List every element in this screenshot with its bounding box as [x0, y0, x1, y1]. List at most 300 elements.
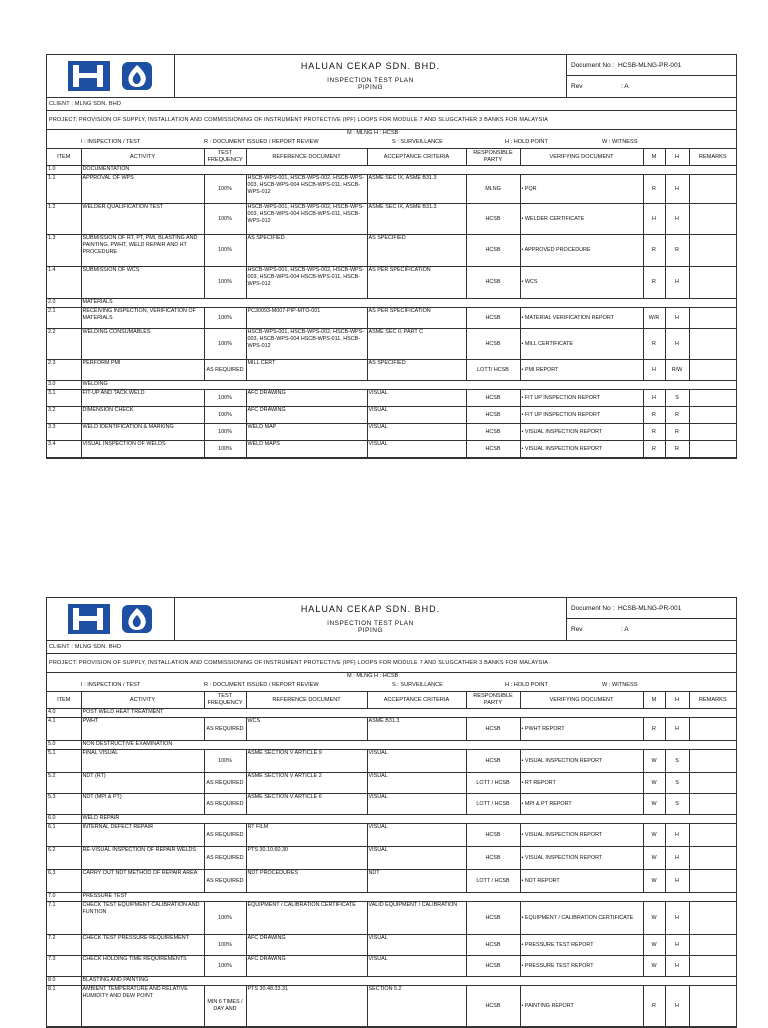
cell-acc: VISUAL — [367, 956, 466, 977]
cell-verify: • WCS — [520, 267, 643, 299]
client-line: CLIENT : MLNG SDN. BHD — [47, 641, 736, 654]
cell-acc: VISUAL — [367, 390, 466, 407]
cell-m: R — [643, 986, 665, 1027]
col-m: M — [643, 149, 665, 166]
cell-item: 5.2 — [47, 773, 81, 794]
cell-m: W — [643, 847, 665, 870]
cell-m: R — [643, 424, 665, 441]
legend-surveillance: S : SURVEILLANCE — [392, 682, 443, 688]
cell-remarks — [689, 750, 736, 773]
section-row — [47, 815, 736, 824]
cell-h: H — [665, 308, 689, 329]
cell-acc: VISUAL — [367, 424, 466, 441]
table-row — [47, 824, 736, 847]
cell-m: R — [643, 175, 665, 204]
cell-activity: CHECK TEST PRESSURE REQUIREMENT — [81, 935, 204, 956]
section-row — [47, 381, 736, 390]
cell-ref: AFC DRAWING — [246, 956, 367, 977]
cell-remarks — [689, 870, 736, 893]
row-item: 6.0 — [47, 815, 81, 824]
plan-title: INSPECTION TEST PLAN — [327, 620, 414, 627]
cell-ref: ASME SECTION V ARTICLE 2 — [246, 773, 367, 794]
cell-freq: AS REQUIRED — [204, 847, 246, 870]
cell-activity: APPROVAL OF WPS — [81, 175, 204, 204]
cell-ref: WELD MAPS — [246, 441, 367, 458]
cell-item: 5.3 — [47, 794, 81, 815]
cell-verify: • NDT REPORT — [520, 870, 643, 893]
table-row — [47, 424, 736, 441]
cell-verify: • RT REPORT — [520, 773, 643, 794]
cell-freq: 100% — [204, 956, 246, 977]
cell-verify: • APPROVED PROCEDURE — [520, 235, 643, 267]
cell-item: 3.4 — [47, 441, 81, 458]
col-item: ITEM — [47, 692, 81, 709]
legend-surveillance: S : SURVEILLANCE — [392, 139, 443, 145]
cell-ref: ASME SECTION V ARTICLE 6 — [246, 794, 367, 815]
cell-acc: ASME SEC IX, ASME B31.3 — [367, 175, 466, 204]
cell-ref: EQUIPMENT / CALIBRATION CERTIFICATE — [246, 902, 367, 935]
cell-m: R — [643, 441, 665, 458]
itp-page-1 — [46, 54, 737, 459]
project-line: PROJECT: PROVISION OF SUPPLY, INSTALLATION AND COMMISSIONING OF INSTRUMENT PROTECTIVE (IPF) LOOPS FOR MODULE 7 AND SLUGCATHER 3 BANKS FOR MALAYSIA — [47, 111, 736, 130]
rev-value: : A — [621, 82, 629, 90]
cell-item: 1.1 — [47, 175, 81, 204]
cell-party: HCSB — [466, 935, 520, 956]
cell-ref: HSCB-WPS-001, HSCB-WPS-002, HSCB-WPS-003, HSCB-WPS-004 HSCB-WPS-011, HSCB-WPS-012 — [246, 329, 367, 360]
cell-h: H — [665, 935, 689, 956]
cell-party: HCSB — [466, 986, 520, 1027]
cell-verify: • PQR — [520, 175, 643, 204]
cell-ref: PC30093-M007-PIP-MTO-001 — [246, 308, 367, 329]
cell-acc: VALID EQUIPMENT / CALIBRATION — [367, 902, 466, 935]
cell-party: HCSB — [466, 902, 520, 935]
legend-witness: W : WITNESS — [602, 139, 638, 145]
cell-party: HCSB — [466, 718, 520, 741]
cell-item: 1.3 — [47, 235, 81, 267]
cell-h: H — [665, 986, 689, 1027]
cell-remarks — [689, 773, 736, 794]
col-party: RESPONSIBLE PARTY — [466, 692, 520, 709]
cell-m: R — [643, 329, 665, 360]
cell-ref: HSCB-WPS-001, HSCB-WPS-002, HSCB-WPS-003, HSCB-WPS-004 HSCB-WPS-011, HSCB-WPS-012 — [246, 204, 367, 235]
cell-remarks — [689, 204, 736, 235]
cell-ref: WELD MAP — [246, 424, 367, 441]
cell-acc: ASME SEC II, PART C — [367, 329, 466, 360]
cell-item: 1.4 — [47, 267, 81, 299]
table-row — [47, 956, 736, 977]
cell-party: HCSB — [466, 235, 520, 267]
cell-item: 3.1 — [47, 390, 81, 407]
cell-verify: • VISUAL INSPECTION REPORT — [520, 750, 643, 773]
cell-remarks — [689, 441, 736, 458]
cell-party: HCSB — [466, 847, 520, 870]
cell-h: R — [665, 407, 689, 424]
cell-acc: VISUAL — [367, 773, 466, 794]
cell-item: 2.3 — [47, 360, 81, 381]
table-row — [47, 204, 736, 235]
doc-no-value: HCSB-MLNG-PR-001 — [617, 61, 682, 69]
cell-party: HCSB — [466, 824, 520, 847]
doc-no-label: Document No : — [571, 604, 615, 612]
table-row — [47, 986, 736, 1027]
document-info — [567, 598, 736, 640]
cell-item: 8.1 — [47, 986, 81, 1027]
cell-h: H — [665, 329, 689, 360]
cell-party: HCSB — [466, 329, 520, 360]
cell-acc: VISUAL — [367, 750, 466, 773]
col-acceptance: ACCEPTANCE CRITERIA — [367, 692, 466, 709]
cell-freq: 100% — [204, 308, 246, 329]
cell-verify: • VISUAL INSPECTION REPORT — [520, 847, 643, 870]
cell-remarks — [689, 424, 736, 441]
cell-party: HCSB — [466, 424, 520, 441]
cell-item: 5.1 — [47, 750, 81, 773]
cell-ref: PTS 30.10.60.30 — [246, 847, 367, 870]
cell-activity: AMBIENT TEMPERATURE AND RELATIVE HUMIDITY AND DEW POINT — [81, 986, 204, 1027]
cell-freq: 100% — [204, 902, 246, 935]
cell-verify: • WELDER CERTIFICATE — [520, 204, 643, 235]
cell-m: H — [643, 390, 665, 407]
company-logo — [47, 598, 175, 640]
table-row — [47, 847, 736, 870]
cell-activity: DIMENSION CHECK — [81, 407, 204, 424]
section-title: WELD REPAIR — [81, 815, 736, 824]
cell-h: H — [665, 847, 689, 870]
cell-activity: SUBMISSION OF WCS — [81, 267, 204, 299]
table-header-row — [47, 149, 736, 166]
row-item: 8.0 — [47, 977, 81, 986]
cell-h: H — [665, 267, 689, 299]
section-row — [47, 166, 736, 175]
cell-ref: AFC DRAWING — [246, 407, 367, 424]
col-item: ITEM — [47, 149, 81, 166]
cell-freq: 100% — [204, 935, 246, 956]
cell-h: S — [665, 750, 689, 773]
cell-item: 3.3 — [47, 424, 81, 441]
cell-remarks — [689, 407, 736, 424]
cell-freq: 100% — [204, 407, 246, 424]
cell-h: H — [665, 956, 689, 977]
cell-verify: • FIT UP INSPECTION REPORT — [520, 390, 643, 407]
cell-activity: WELDER QUALIFICATION TEST — [81, 204, 204, 235]
cell-verify: • VISUAL INSPECTION REPORT — [520, 824, 643, 847]
section-row — [47, 893, 736, 902]
cell-item: 7.3 — [47, 956, 81, 977]
cell-verify: • PAINTING REPORT — [520, 986, 643, 1027]
legend-report: R : DOCUMENT ISSUED / REPORT REVIEW — [204, 682, 319, 688]
cell-acc: ASME SEC IX, ASME B31.3 — [367, 204, 466, 235]
cell-remarks — [689, 986, 736, 1027]
cell-activity: RE-VISUAL INSPECTION OF REPAIR WELDS — [81, 847, 204, 870]
col-h: H — [665, 149, 689, 166]
cell-ref: PTS 30.48.33.31 — [246, 986, 367, 1027]
cell-freq: AS REQUIRED — [204, 773, 246, 794]
legend-witness: W : WITNESS — [602, 682, 638, 688]
cell-item: 3.2 — [47, 407, 81, 424]
cell-remarks — [689, 360, 736, 381]
cell-item: 6.2 — [47, 847, 81, 870]
cell-m: W — [643, 824, 665, 847]
cell-m: R — [643, 267, 665, 299]
cell-h: H — [665, 175, 689, 204]
cell-freq: 100% — [204, 424, 246, 441]
row-item: 1.0 — [47, 166, 81, 175]
cell-activity: RECEIVING INSPECTION, VERIFICATION OF MATERIALS — [81, 308, 204, 329]
legend-inspection: I : INSPECTION / TEST — [81, 682, 141, 688]
cell-party: HCSB — [466, 390, 520, 407]
cell-acc: VISUAL — [367, 441, 466, 458]
cell-party: LOTT / HCSB — [466, 870, 520, 893]
rev-label: Rev — [571, 82, 583, 90]
cell-acc: VISUAL — [367, 847, 466, 870]
rev-label: Rev — [571, 625, 583, 633]
itp-table — [47, 692, 736, 1027]
section-row — [47, 977, 736, 986]
cell-party: LOTT/ HCSB — [466, 360, 520, 381]
col-remarks: REMARKS — [689, 692, 736, 709]
col-activity: ACTIVITY — [81, 692, 204, 709]
cell-activity: PERFORM PMI — [81, 360, 204, 381]
table-row — [47, 773, 736, 794]
cell-verify: • PWHT REPORT — [520, 718, 643, 741]
cell-item: 6.3 — [47, 870, 81, 893]
cell-verify: • EQUIPMENT / CALIBRATION CERTIFICATE — [520, 902, 643, 935]
cell-party: HCSB — [466, 204, 520, 235]
cell-remarks — [689, 794, 736, 815]
table-row — [47, 407, 736, 424]
table-row — [47, 750, 736, 773]
col-party: RESPONSIBLE PARTY — [466, 149, 520, 166]
cell-activity: INTERNAL DEFECT REPAIR — [81, 824, 204, 847]
hc-logo-icon — [68, 61, 110, 91]
table-row — [47, 794, 736, 815]
cell-acc: VISUAL — [367, 935, 466, 956]
col-h: H — [665, 692, 689, 709]
cell-party: LOTT / HCSB — [466, 794, 520, 815]
section-title: MATERIALS — [81, 299, 736, 308]
cell-h: H — [665, 870, 689, 893]
cell-m: R — [643, 407, 665, 424]
cell-ref: AFC DRAWING — [246, 390, 367, 407]
cell-activity: NDT (RT) — [81, 773, 204, 794]
company-logo — [47, 55, 175, 97]
table-row — [47, 935, 736, 956]
legend — [47, 130, 736, 149]
legend — [47, 673, 736, 692]
col-remarks: REMARKS — [689, 149, 736, 166]
cell-item: 6.1 — [47, 824, 81, 847]
cell-verify: • MPI & PT REPORT — [520, 794, 643, 815]
row-item: 4.0 — [47, 709, 81, 718]
cell-party: HCSB — [466, 750, 520, 773]
table-row — [47, 360, 736, 381]
cell-m: W — [643, 794, 665, 815]
cell-remarks — [689, 175, 736, 204]
cell-acc: VISUAL — [367, 824, 466, 847]
cell-verify: • MATERIAL VERIFICATION REPORT — [520, 308, 643, 329]
cell-party: LOTT / HCSB — [466, 773, 520, 794]
cell-freq: AS REQUIRED — [204, 794, 246, 815]
cell-ref: RT FILM — [246, 824, 367, 847]
cell-remarks — [689, 902, 736, 935]
cell-freq: 100% — [204, 441, 246, 458]
cell-remarks — [689, 718, 736, 741]
company-block — [175, 598, 567, 640]
cell-acc: AS PER SPECIFICATION — [367, 267, 466, 299]
section-title: NON DESTRUCTIVE EXAMINATION — [81, 741, 736, 750]
flame-emblem-icon — [120, 603, 154, 635]
cell-activity: CARRY OUT NDT METHOD OF REPAIR AREA — [81, 870, 204, 893]
svg-text:C: C — [84, 80, 91, 90]
cell-freq: 100% — [204, 329, 246, 360]
doc-no-label: Document No : — [571, 61, 615, 69]
cell-party: HCSB — [466, 956, 520, 977]
cell-item: 2.1 — [47, 308, 81, 329]
cell-h: H — [665, 902, 689, 935]
section-title: WELDING — [81, 381, 736, 390]
cell-m: R — [643, 235, 665, 267]
company-block — [175, 55, 567, 97]
cell-item: 7.2 — [47, 935, 81, 956]
cell-freq: AS REQUIRED — [204, 718, 246, 741]
hc-logo-icon — [68, 604, 110, 634]
cell-h: S — [665, 773, 689, 794]
cell-acc: AS PER SPECIFICATION — [367, 308, 466, 329]
cell-remarks — [689, 267, 736, 299]
cell-activity: CHECK TEST EQUIPMENT CALIBRATION AND FUNTION — [81, 902, 204, 935]
cell-activity: WELD IDENTIFICATION & MARKING — [81, 424, 204, 441]
legend-report: R : DOCUMENT ISSUED / REPORT REVIEW — [204, 139, 319, 145]
project-line: PROJECT: PROVISION OF SUPPLY, INSTALLATION AND COMMISSIONING OF INSTRUMENT PROTECTIVE (IPF) LOOPS FOR MODULE 7 AND SLUGCATHER 3 BANKS FOR MALAYSIA — [47, 654, 736, 673]
cell-freq: 100% — [204, 235, 246, 267]
cell-freq: AS REQUIRED — [204, 824, 246, 847]
table-row — [47, 902, 736, 935]
section-title: PRESSURE TEST — [81, 893, 736, 902]
table-row — [47, 718, 736, 741]
cell-h: R — [665, 424, 689, 441]
cell-verify: • VISUAL INSPECTION REPORT — [520, 424, 643, 441]
cell-verify: • FIT UP INSPECTION REPORT — [520, 407, 643, 424]
cell-verify: • PRESSURE TEST REPORT — [520, 956, 643, 977]
cell-h: R — [665, 235, 689, 267]
cell-ref: AS SPECIFIED — [246, 235, 367, 267]
cell-activity: NDT (MPI & PT) — [81, 794, 204, 815]
section-row — [47, 299, 736, 308]
legend-parties: M : MLNG H : HCSB — [347, 130, 399, 136]
svg-text:C: C — [84, 623, 91, 633]
cell-verify: • MILL CERTIFICATE — [520, 329, 643, 360]
section-row — [47, 741, 736, 750]
cell-acc: VISUAL — [367, 794, 466, 815]
cell-activity: VISUAL INSPECTION OF WELDS — [81, 441, 204, 458]
cell-activity: WELDING CONSUMABLES — [81, 329, 204, 360]
legend-hold: H : HOLD POINT — [505, 139, 548, 145]
cell-m: W — [643, 902, 665, 935]
cell-acc: NDT — [367, 870, 466, 893]
cell-verify: • PMI REPORT — [520, 360, 643, 381]
col-acceptance: ACCEPTANCE CRITERIA — [367, 149, 466, 166]
doc-no-value: HCSB-MLNG-PR-001 — [617, 604, 682, 612]
cell-m: W/R — [643, 308, 665, 329]
row-item: 2.0 — [47, 299, 81, 308]
cell-ref: MILL CERT — [246, 360, 367, 381]
table-row — [47, 390, 736, 407]
document-header — [47, 598, 736, 641]
cell-freq: 100% — [204, 750, 246, 773]
section-title: POST WELD HEAT TREATMENT — [81, 709, 736, 718]
cell-acc: AS SPECIFIED — [367, 235, 466, 267]
cell-item: 7.1 — [47, 902, 81, 935]
table-row — [47, 267, 736, 299]
cell-verify: • VISUAL INSPECTION REPORT — [520, 441, 643, 458]
cell-m: W — [643, 935, 665, 956]
flame-emblem-icon — [120, 60, 154, 92]
cell-activity: SUBMISSION OF RT, PT, PMI, BLASTING AND PAINTING, PWHT, WELD REPAIR AND HT PROCEDURE — [81, 235, 204, 267]
cell-remarks — [689, 390, 736, 407]
cell-remarks — [689, 847, 736, 870]
cell-remarks — [689, 235, 736, 267]
plan-title: INSPECTION TEST PLAN — [327, 77, 414, 84]
cell-h: R/W — [665, 360, 689, 381]
itp-table — [47, 149, 736, 458]
cell-h: S — [665, 390, 689, 407]
cell-h: H — [665, 718, 689, 741]
cell-freq: 100% — [204, 267, 246, 299]
row-item: 5.0 — [47, 741, 81, 750]
table-row — [47, 308, 736, 329]
section-row — [47, 709, 736, 718]
row-item: 7.0 — [47, 893, 81, 902]
legend-parties: M : MLNG H : HCSB — [347, 673, 399, 679]
cell-acc: VISUAL — [367, 407, 466, 424]
col-frequency: TEST FREQUENCY — [204, 149, 246, 166]
cell-h: S — [665, 794, 689, 815]
cell-acc: AS SPECIFIED — [367, 360, 466, 381]
cell-freq: 100% — [204, 204, 246, 235]
legend-inspection: I : INSPECTION / TEST — [81, 139, 141, 145]
col-verifying: VERIFYING DOCUMENT — [520, 149, 643, 166]
company-name: HALUAN CEKAP SDN. BHD. — [300, 61, 441, 71]
col-reference: REFERENCE DOCUMENT — [246, 149, 367, 166]
col-reference: REFERENCE DOCUMENT — [246, 692, 367, 709]
cell-m: W — [643, 773, 665, 794]
cell-m: W — [643, 870, 665, 893]
rev-value: : A — [621, 625, 629, 633]
cell-ref: AFC DRAWING — [246, 935, 367, 956]
cell-freq: 100% — [204, 390, 246, 407]
cell-h: H — [665, 204, 689, 235]
table-row — [47, 175, 736, 204]
plan-subtitle: PIPING — [357, 84, 384, 91]
cell-ref: NDT PROCEDURES — [246, 870, 367, 893]
table-row — [47, 235, 736, 267]
document-header — [47, 55, 736, 98]
cell-party: HCSB — [466, 308, 520, 329]
section-title: DOCUMENTATION — [81, 166, 736, 175]
cell-party: MLNG — [466, 175, 520, 204]
cell-activity: FINAL VISUAL — [81, 750, 204, 773]
cell-party: HCSB — [466, 267, 520, 299]
cell-m: H — [643, 360, 665, 381]
cell-remarks — [689, 956, 736, 977]
cell-remarks — [689, 824, 736, 847]
section-title: BLASTING AND PAINTING — [81, 977, 736, 986]
cell-acc: SECTION 5.2 — [367, 986, 466, 1027]
cell-acc: ASME B31.3 — [367, 718, 466, 741]
col-m: M — [643, 692, 665, 709]
itp-page-2 — [46, 597, 737, 1028]
cell-m: R — [643, 718, 665, 741]
